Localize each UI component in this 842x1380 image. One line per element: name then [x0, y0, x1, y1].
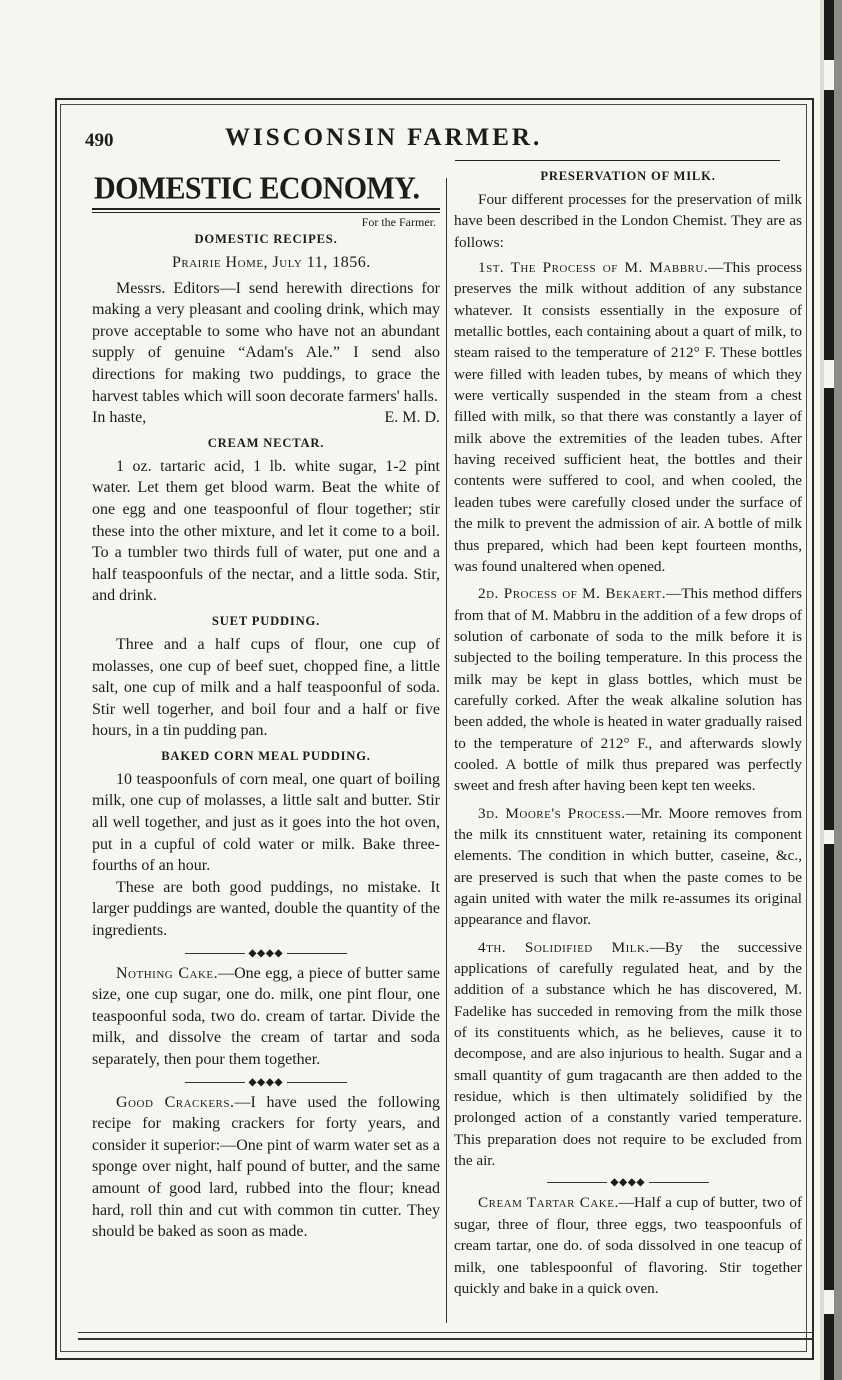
- dateline: Prairie Home, July 11, 1856.: [172, 254, 371, 271]
- recipe-lead: Cream Tartar Cake.: [478, 1194, 619, 1212]
- recipe-body: 1 oz. tartaric acid, 1 lb. white sugar, 1-2 pint water. Let them get blood warm. Beat the white of one egg and one teaspoonful of flour together; stir these into the other mixture, and let it come to a boil. To a tumbler two thirds full of water, put one and a half teaspoonfuls of the nectar, and a little soda. Stir, and drink.: [92, 457, 440, 605]
- section-title: DOMESTIC ECONOMY.: [94, 171, 420, 206]
- article-paragraph: [454, 937, 802, 1172]
- article-heading: PRESERVATION OF MILK.: [540, 169, 716, 183]
- paragraph-body: —Mr. Moore removes from the milk its cnnstituent water, retaining its component elements. The condition in which butter, caseine, &c., are preserved is such that when the paste comes to be again united with water the milk re-assumes its original appearance and flavor.: [454, 804, 803, 929]
- signature: E. M. D.: [384, 409, 440, 427]
- right-column: [454, 166, 802, 1299]
- article-paragraph: [454, 803, 802, 931]
- recipe-lead: Nothing Cake.: [116, 964, 219, 982]
- recipe-paragraph: [92, 963, 440, 1071]
- byline: For the Farmer.: [361, 215, 436, 229]
- paragraph-body: —By the successive applications of carefully regulated heat, and by the addition of a substance which he has discovered, M. Fadelike has succeded in removing from the milk those of its constituents which, as he believes, cause it to decompose, and are also injurious to health. Sugar and a small quantity of gum tragacanth are then added to the residue, which is then ultimately solidified by the prolonged action of a constantly varied temperature. This preparation does not require to be excluded from the air.: [454, 938, 802, 1170]
- page-header: [85, 122, 785, 162]
- recipe-heading: CREAM NECTAR.: [207, 435, 325, 450]
- column-divider: [446, 178, 447, 1323]
- title-rule: [92, 208, 440, 210]
- adjacent-page-edge: [820, 0, 842, 1380]
- ornament-divider: ◆◆◆◆: [92, 1075, 440, 1090]
- recipe-body: 10 teaspoonfuls of corn meal, one quart of boiling milk, one cup of molasses, a little salt and butter. Stir all well together, and just as it goes into the hot oven, put in a cupful of cold water or milk. Bake three-fourths of an hour.: [92, 770, 440, 875]
- masthead: WISCONSIN FARMER.: [225, 124, 543, 151]
- paragraph-body: —This method differs from that of M. Mabbru in the addition of a few drops of solution of carbonate of soda to the milk before it is subjected to the boiling temperature. In this process the milk may be kept in glass bottles, which must be carefully corked. After the weak alkaline solution has been added, the whole is heated in water gradually raised to the temperature of 212° F., and afterwards slowly cooled. A bottle of milk thus prepared was perfectly sweet and fresh after having been kept ten weeks.: [454, 585, 802, 795]
- left-column: [92, 172, 440, 1243]
- recipe-paragraph: [92, 1092, 440, 1243]
- signoff-text: In haste,: [92, 409, 147, 427]
- article-paragraph: [454, 257, 802, 577]
- header-rule: [455, 160, 780, 161]
- recipe-body: Three and a half cups of flour, one cup of molasses, one cup of beef suet, chopped fine, a little salt, one cup of milk and a half teaspoonful of soda. Stir well togerher, and boil four and a half or five hours, in a tin pudding pan.: [92, 635, 440, 740]
- bottom-rule: [78, 1332, 813, 1333]
- paragraph-lead: 3d. Moore's Process.: [478, 804, 626, 822]
- title-rule: [92, 212, 440, 213]
- recipe-body: —One egg, a piece of butter same size, one cup sugar, one do. milk, one pint flour, one teaspoonful soda, two do. cream of tartar. Divide the milk, and dissolve the cream of tartar and soda separately, then pour them together.: [92, 964, 440, 1068]
- ornament-divider: ◆◆◆◆: [92, 946, 440, 961]
- paragraph-lead: 4th. Solidified Milk.: [478, 938, 650, 956]
- recipes-heading: DOMESTIC RECIPES.: [194, 232, 338, 246]
- paragraph-lead: 1st. The Process of M. Mabbru.: [478, 259, 709, 277]
- paragraph-lead: 2d. Process of M. Bekaert.: [478, 585, 667, 603]
- recipe-paragraph: [454, 1192, 802, 1299]
- article-intro: Four different processes for the preservation of milk have been described in the London Chemist. They are as follows:: [454, 191, 802, 251]
- ornament-divider: ◆◆◆◆: [454, 1175, 802, 1190]
- recipe-body: —Half a cup of butter, two of sugar, three of flour, three eggs, two teaspoonfuls of cream tartar, one do. of soda dissolved in one teacup of milk, one tablespoonful of flavoring. Stir together quickly and bake in a quick oven.: [454, 1194, 803, 1297]
- letter-paragraph: Messrs. Editors—I send herewith directions for making a very pleasant and cooling drink, which may prove acceptable to some who have not an abundant supply of genuine “Adam's Ale.” I send also directions for making two puddings, to grace the harvest tables which will soon decorate farmers' halls.: [92, 279, 440, 405]
- page-number: 490: [85, 130, 114, 151]
- recipe-heading: SUET PUDDING.: [211, 613, 321, 628]
- letter-signoff: [92, 407, 440, 429]
- recipe-note: These are both good puddings, no mistake. It larger puddings are wanted, double the quantity of the ingredients.: [92, 878, 440, 940]
- paragraph-body: —This process preserves the milk without addition of any substance whatever. It consists essentially in the exposure of metallic bottles, each containing about a quart of milk, to steam raised to the temperature of 212° F. These bottles were filled with leaden tubes, by means of which they were vertically suspended in the steam from a chest filled with milk, so that there was constantly a layer of milk above the extremities of the leaden tubes. After having received sufficient heat, the bottles and their contents were suffered to cool, and when cooled, the leaden tubes were carefully closed under the surface of the milk to prevent the admission of air. A bottle of milk thus prepared, which had been kept fourteen months, was found unaltered when opened.: [454, 259, 802, 575]
- recipe-lead: Good Crackers.: [116, 1093, 235, 1111]
- bottom-rule: [78, 1338, 813, 1340]
- recipe-heading: BAKED CORN MEAL PUDDING.: [161, 748, 371, 763]
- article-paragraph: [454, 583, 802, 796]
- recipe-body: —I have used the following recipe for making crackers for forty years, and consider it superior:—One pint of warm water set as a sponge over night, half pound of butter, and the same amount of good lard, rubbed into the flour; knead hard, roll thin and cut with common tin cutter. They should be baked as soon as made.: [92, 1093, 441, 1241]
